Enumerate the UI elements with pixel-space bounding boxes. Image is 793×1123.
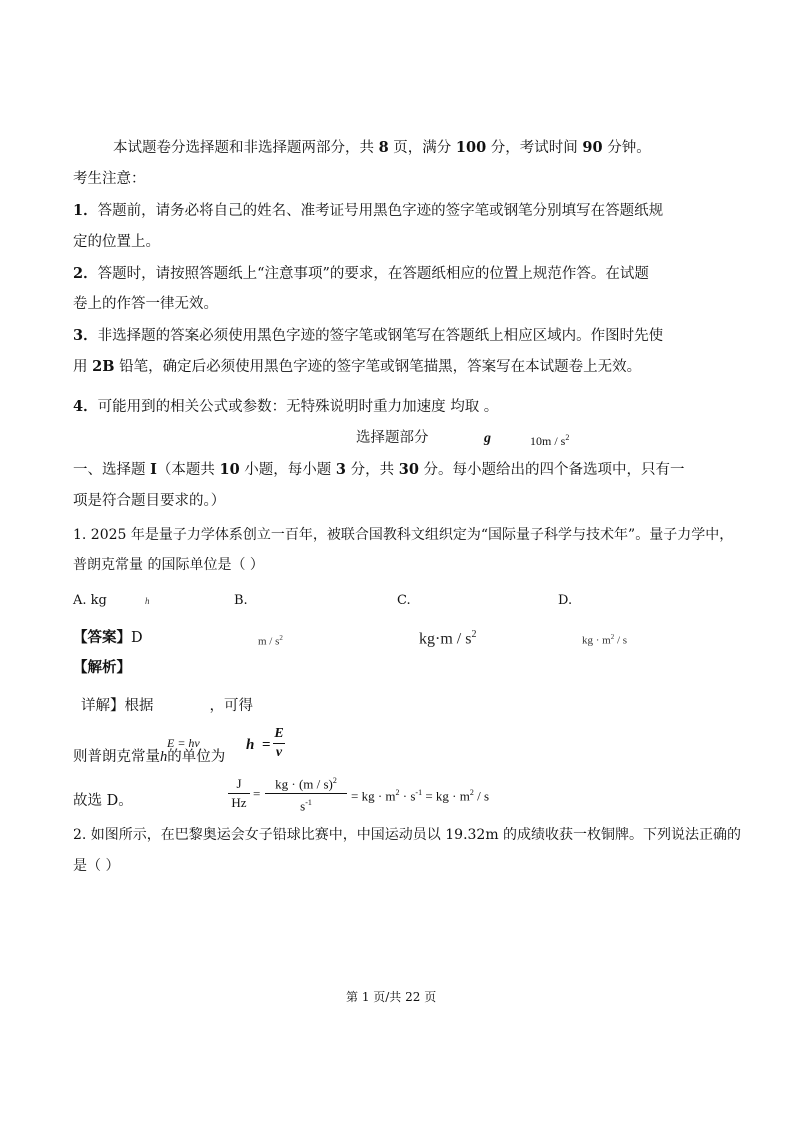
notice-item-2-cont: 卷上的作答一律无效。: [73, 296, 218, 312]
option-b-formula-text: m / s: [258, 635, 280, 648]
option-c-exponent: 2: [471, 629, 477, 640]
eq-term: · s: [402, 788, 416, 804]
notice-number: 4．: [73, 398, 98, 415]
eq-equals: =: [253, 786, 261, 801]
frac-h: h: [246, 737, 255, 753]
notice-item-2: [73, 265, 649, 283]
unit-text: 的单位为: [167, 749, 226, 765]
option-d-exponent: 2: [610, 633, 615, 641]
frac-equals: =: [262, 737, 271, 753]
frac-denominator: ν: [275, 745, 283, 760]
notice-title: 考生注意：: [73, 171, 146, 187]
option-b-formula: [258, 634, 283, 648]
option-d-formula: [582, 633, 627, 647]
unit-text: 则普朗克常量: [73, 749, 160, 765]
notice-text: 用: [73, 359, 93, 375]
notice-number: 2．: [73, 265, 98, 282]
notice-item-4: [73, 398, 498, 416]
gravity-value-text: 10m / s: [530, 434, 566, 448]
gravity-exponent: 2: [565, 433, 570, 442]
notice-item-1: [73, 202, 663, 220]
eq-exponent: 2: [395, 788, 400, 797]
eq-j: J: [236, 776, 242, 791]
intro-text: 页，满分: [388, 140, 456, 156]
eq-term: = kg · m: [351, 788, 396, 804]
notice-text: 答题前，请务必将自己的姓名、准考证号用黑色字迹的签字笔或钢笔分别填写在答题纸规: [97, 203, 664, 219]
notice-text: 可能用到的相关公式或参数：无特殊说明时重力加速度 均取 。: [97, 399, 499, 415]
option-b-exponent: 2: [279, 634, 283, 642]
h-fraction: [273, 727, 285, 760]
eq-exponent: -1: [415, 788, 423, 797]
option-d[interactable]: D.: [558, 593, 573, 608]
eq-denominator: [300, 796, 312, 813]
notice-number: 3．: [73, 327, 98, 344]
eq-hz: Hz: [231, 795, 247, 810]
planck-symbol: h: [160, 749, 168, 765]
question-2-line-1: 2. 如图所示，在巴黎奥运会女子铅球比赛中，中国运动员以 19.32m 的成绩收获一枚铜牌。下列说法正确的: [73, 827, 742, 843]
part-text: 分，共: [346, 462, 399, 478]
question-1-line-2: 普朗克常量 的国际单位是（ ）: [73, 557, 264, 573]
intro-text: 分钟。: [602, 140, 651, 156]
part-heading: [73, 461, 685, 479]
answer-line: [73, 629, 143, 647]
option-d-formula-tail: / s: [614, 634, 628, 647]
intro-text: 本试题卷分选择题和非选择题两部分，共: [113, 140, 379, 156]
part-text: 小题，每小题: [239, 462, 336, 478]
option-b[interactable]: B.: [234, 593, 248, 608]
eq-main-bar: [265, 793, 347, 794]
pencil-grade: 2B: [92, 358, 115, 375]
exam-time: 90: [582, 139, 603, 156]
option-c-formula: [419, 629, 476, 648]
unit-line: [73, 748, 225, 766]
frac-bar: [273, 743, 285, 744]
answer-value: D: [131, 630, 143, 646]
intro-text: 分，考试时间: [486, 140, 583, 156]
eq-denominator-exponent: -1: [305, 798, 312, 808]
eq-exponent: 2: [469, 788, 474, 797]
eq-j-over-hz: [228, 777, 250, 810]
answer-label: 【答案】: [73, 629, 131, 646]
option-c-formula-text: kg·m / s: [419, 630, 472, 648]
notice-number: 1．: [73, 202, 98, 219]
conclusion: 故选 D。: [73, 793, 133, 809]
option-a[interactable]: A. kg: [73, 593, 107, 608]
notice-text: 答题时，请按照答题纸上“注意事项”的要求，在答题纸相应的位置上规范作答。在试题: [97, 266, 649, 282]
section-title: 选择题部分: [356, 430, 429, 446]
detail-text: 详解】根据: [81, 698, 154, 714]
eq-denominator-text: s: [300, 798, 306, 814]
full-score: 100: [455, 139, 487, 156]
notice-item-3-cont: [73, 358, 641, 376]
gravity-symbol: g: [484, 431, 491, 446]
part-text: （本题共: [156, 462, 220, 478]
gravity-value: [530, 433, 569, 449]
intro-line: [113, 139, 651, 157]
eq-numerator-exponent: 2: [332, 776, 337, 785]
part-roman: I: [150, 461, 157, 478]
eq-term: / s: [477, 788, 490, 804]
notice-item-1-cont: 定的位置上。: [73, 234, 160, 250]
option-c[interactable]: C.: [397, 593, 411, 608]
eq-rest: [351, 788, 489, 804]
points-each: 3: [335, 461, 347, 478]
notice-item-3: [73, 327, 663, 345]
detail-text: ，可得: [209, 698, 253, 714]
eq-term: = kg · m: [425, 788, 470, 804]
notice-text: 非选择题的答案必须使用黑色字迹的签字笔或钢笔写在答题纸上相应区域内。作图时先使: [97, 328, 664, 344]
analysis-label: 【解析】: [73, 659, 131, 676]
question-2-line-2: 是（ ）: [73, 858, 120, 874]
question-1-line-1: 1. 2025 年是量子力学体系创立一百年，被联合国教科文组织定为“国际量子科学与技术年”。量子力学中，: [73, 527, 734, 543]
question-count: 10: [219, 461, 240, 478]
option-a-symbol: h: [145, 596, 150, 606]
notice-text: 铅笔，确定后必须使用黑色字迹的签字笔或钢笔描黑，答案写在本试题卷上无效。: [114, 359, 642, 375]
detail-line: [81, 697, 253, 715]
page-count: 8: [378, 139, 389, 156]
eq-numerator-text: kg · (m / s): [275, 776, 333, 792]
part-heading-cont: 项是符合题目要求的。）: [73, 493, 226, 509]
part-text: 分。每小题给出的四个备选项中，只有一: [418, 462, 685, 478]
points-total: 30: [398, 461, 419, 478]
eq-bar: [228, 793, 250, 794]
option-d-formula-text: kg · m: [582, 634, 611, 647]
part-text: 一、选择题: [73, 462, 151, 478]
eq-numerator: [275, 774, 337, 791]
page-number: 第 1 页/共 22 页: [346, 990, 437, 1004]
formula-energy: E = hν: [167, 736, 200, 750]
frac-numerator: E: [274, 726, 284, 741]
eq-main-fraction: [265, 774, 347, 814]
